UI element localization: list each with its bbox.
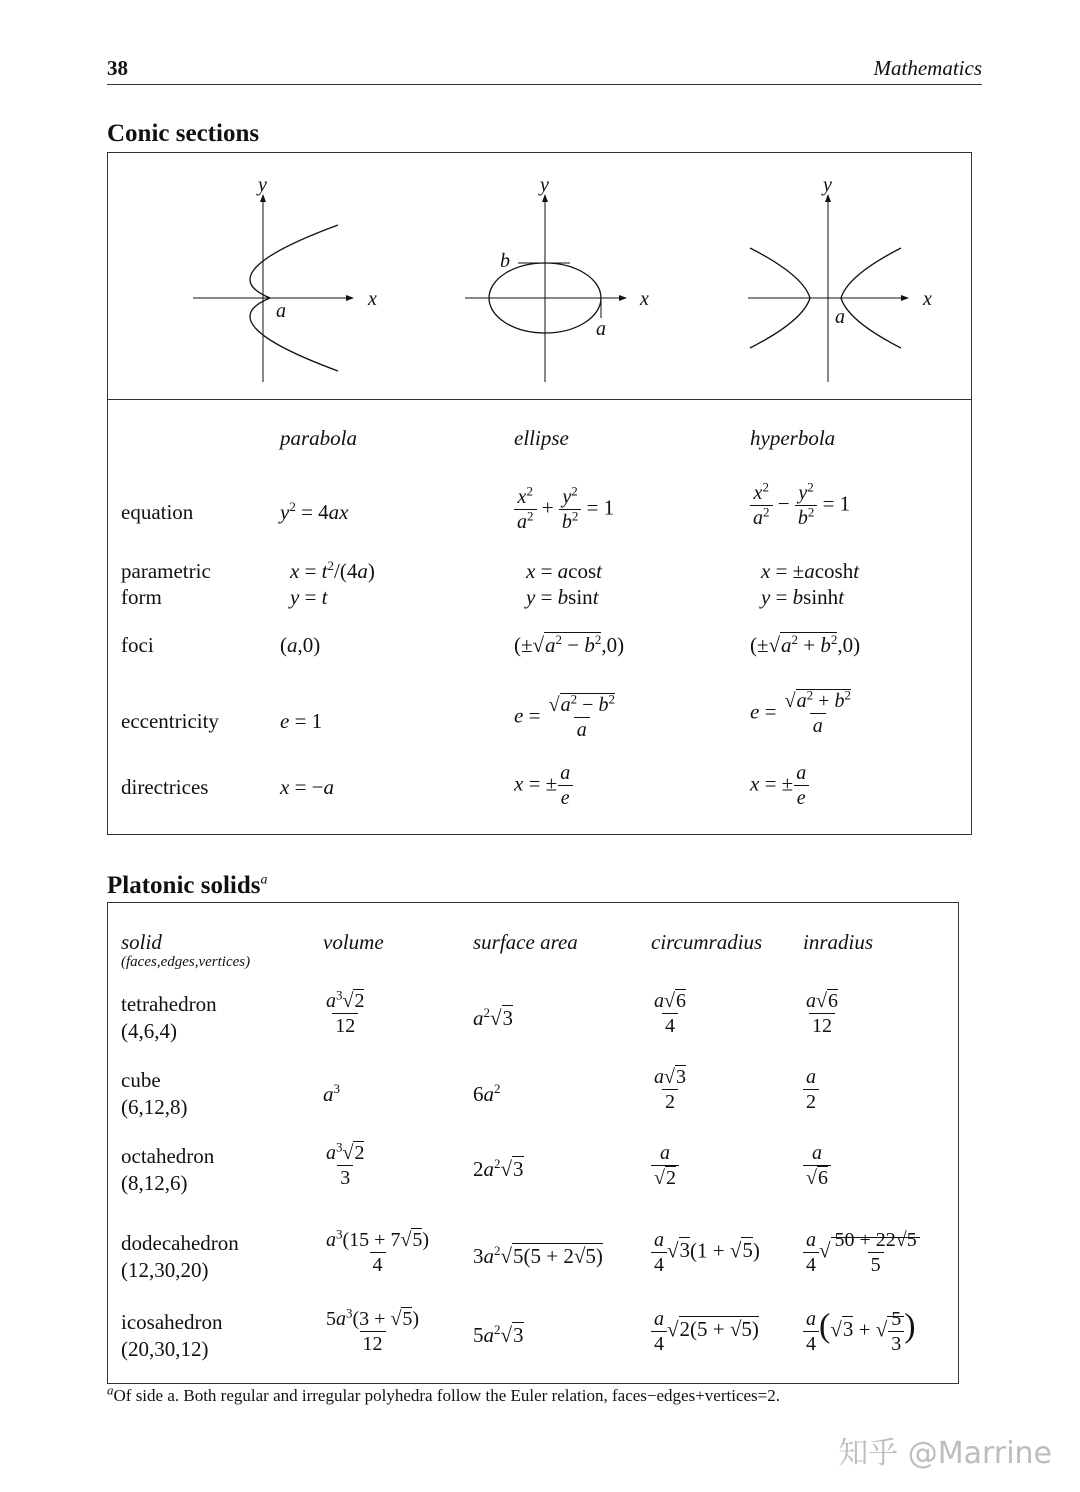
conic-divider bbox=[108, 399, 971, 400]
solid-name: icosahedron bbox=[121, 1310, 223, 1334]
col-hyperbola: hyperbola bbox=[750, 426, 836, 450]
conic-sections-box bbox=[107, 152, 972, 835]
cube-inradius: $\frac{a}{2}$ bbox=[803, 1065, 819, 1114]
tetrahedron-inradius: $\frac{a√6}{12}$ bbox=[806, 990, 838, 1037]
dodecahedron-volume: $\frac{a^3(15 + 7√5)}{4}$ bbox=[326, 1226, 430, 1276]
octahedron-circumradius: $\frac{a}{√2}$ bbox=[651, 1141, 679, 1190]
solid-name: cube bbox=[121, 1068, 161, 1092]
tetrahedron-surface: $a^2√3$ bbox=[473, 1005, 514, 1030]
ellipse-directrices: x = ± $\frac{a}{e}$ bbox=[514, 761, 573, 810]
header-circumradius: circumradius bbox=[651, 930, 763, 954]
page-number: 38 bbox=[107, 56, 128, 80]
ellipse-x-label: x bbox=[640, 288, 649, 310]
parabola-y-label: y bbox=[258, 174, 267, 196]
cube-surface: $6a^2$ bbox=[473, 1081, 501, 1106]
col-parabola: parabola bbox=[280, 426, 358, 450]
platonic-solids-title: Platonic solids$^a$ bbox=[107, 872, 268, 899]
hyperbola-diagram bbox=[748, 174, 932, 382]
ellipse-equation: $\frac{x^2}{a^2}$ + $\frac{y^2}{b^2}$ = 1 bbox=[514, 485, 614, 534]
hyperbola-directrices: x = ± $\frac{a}{e}$ bbox=[750, 761, 809, 810]
ellipse-param-x: x = acost bbox=[526, 559, 603, 583]
row-eccentricity: eccentricity bbox=[121, 709, 219, 733]
header-solid-sub: (faces,edges,vertices) bbox=[121, 954, 251, 970]
row-equation: equation bbox=[121, 500, 194, 524]
running-title: Mathematics bbox=[873, 56, 982, 80]
header-volume: volume bbox=[323, 930, 384, 954]
hyperbola-param-x: x = ±acosht bbox=[761, 559, 860, 583]
parabola-eccentricity: e = 1 bbox=[280, 709, 323, 733]
ellipse-eccentricity: e = $\frac{√a^2 - b^2}{a}$ bbox=[514, 691, 615, 741]
ellipse-diagram bbox=[465, 174, 649, 382]
tetrahedron-volume: $\frac{a^3√2}{12}$ bbox=[326, 987, 365, 1037]
ellipse-a-label: a bbox=[596, 318, 606, 340]
header-surface-area: surface area bbox=[473, 930, 578, 954]
parabola-foci: (a,0) bbox=[280, 633, 321, 657]
cube-volume: $a^3$ bbox=[323, 1081, 340, 1106]
parabola-x-label: x bbox=[368, 288, 377, 310]
dodecahedron-surface: $3a^2√5(5 + 2√5)$ bbox=[473, 1243, 603, 1268]
icosahedron-inradius: $\frac{a}{4}$ (√3 + √ $\frac{5}{3}$ ) bbox=[803, 1307, 916, 1356]
icosahedron-surface: $5a^2√3$ bbox=[473, 1322, 524, 1347]
parabola-param-y: y = t bbox=[290, 585, 328, 609]
solid-counts: (8,12,6) bbox=[121, 1171, 188, 1195]
platonic-solids-box bbox=[107, 902, 959, 1384]
parabola-directrix: x = −a bbox=[280, 775, 335, 799]
conic-sections-title: Conic sections bbox=[107, 120, 260, 147]
solid-name: octahedron bbox=[121, 1144, 215, 1168]
conic-diagrams bbox=[108, 153, 971, 401]
solid-counts: (20,30,12) bbox=[121, 1337, 209, 1361]
row-parametric: parametric bbox=[121, 559, 211, 583]
ellipse-foci: $(\pm√a^2 - b^2,0)$ bbox=[514, 632, 625, 657]
icosahedron-circumradius: $\frac{a}{4}$ √2(5 + √5) bbox=[651, 1307, 759, 1356]
parabola-diagram bbox=[193, 174, 377, 382]
header-solid: solid bbox=[121, 930, 162, 954]
hyperbola-equation: $\frac{x^2}{a^2}$ − $\frac{y^2}{b^2}$ = 1 bbox=[750, 481, 850, 530]
solid-counts: (4,6,4) bbox=[121, 1019, 177, 1043]
footnote: $^a$Of side a. Both regular and irregular polyhedra follow the Euler relation, faces−edges+vertices=2. bbox=[107, 1382, 780, 1405]
col-ellipse: ellipse bbox=[514, 426, 569, 450]
row-form: form bbox=[121, 585, 162, 609]
row-foci: foci bbox=[121, 633, 154, 657]
parabola-a-label: a bbox=[276, 300, 286, 322]
watermark: 知乎 @Marrine bbox=[838, 1436, 1052, 1471]
ellipse-b-label: b bbox=[500, 250, 510, 272]
hyperbola-foci: $(\pm√a^2 + b^2,0)$ bbox=[750, 632, 861, 657]
hyperbola-a-label: a bbox=[835, 306, 845, 328]
dodecahedron-circumradius: $\frac{a}{4}$ √3(1 + √5) bbox=[651, 1228, 760, 1277]
hyperbola-y-label: y bbox=[823, 174, 832, 196]
ellipse-param-y: y = bsint bbox=[526, 585, 599, 609]
header-inradius: inradius bbox=[803, 930, 874, 954]
octahedron-volume: $\frac{a^3√2}{3}$ bbox=[326, 1139, 365, 1189]
dodecahedron-inradius: $\frac{a}{4}$ √ $\frac{50 + 22√5}{5}$ bbox=[803, 1228, 920, 1277]
solid-counts: (12,30,20) bbox=[121, 1258, 209, 1282]
icosahedron-volume: $\frac{5a^3(3 + √5)}{12}$ bbox=[326, 1305, 420, 1355]
octahedron-inradius: $\frac{a}{√6}$ bbox=[803, 1141, 831, 1190]
cube-circumradius: $\frac{a√3}{2}$ bbox=[654, 1066, 686, 1113]
header-rule bbox=[107, 84, 982, 85]
hyperbola-param-y: y = bsinht bbox=[761, 585, 845, 609]
parabola-param-x: $x = t^2/(4a)$ bbox=[290, 558, 375, 583]
hyperbola-x-label: x bbox=[923, 288, 932, 310]
solid-name: dodecahedron bbox=[121, 1231, 239, 1255]
ellipse-y-label: y bbox=[540, 174, 549, 196]
parabola-equation: $y^2 = 4ax$ bbox=[280, 499, 349, 524]
solid-name: tetrahedron bbox=[121, 992, 217, 1016]
tetrahedron-circumradius: $\frac{a√6}{4}$ bbox=[654, 990, 686, 1037]
hyperbola-eccentricity: e = $\frac{√a^2 + b^2}{a}$ bbox=[750, 687, 851, 737]
solid-counts: (6,12,8) bbox=[121, 1095, 188, 1119]
row-directrices: directrices bbox=[121, 775, 209, 799]
octahedron-surface: $2a^2√3$ bbox=[473, 1156, 524, 1181]
